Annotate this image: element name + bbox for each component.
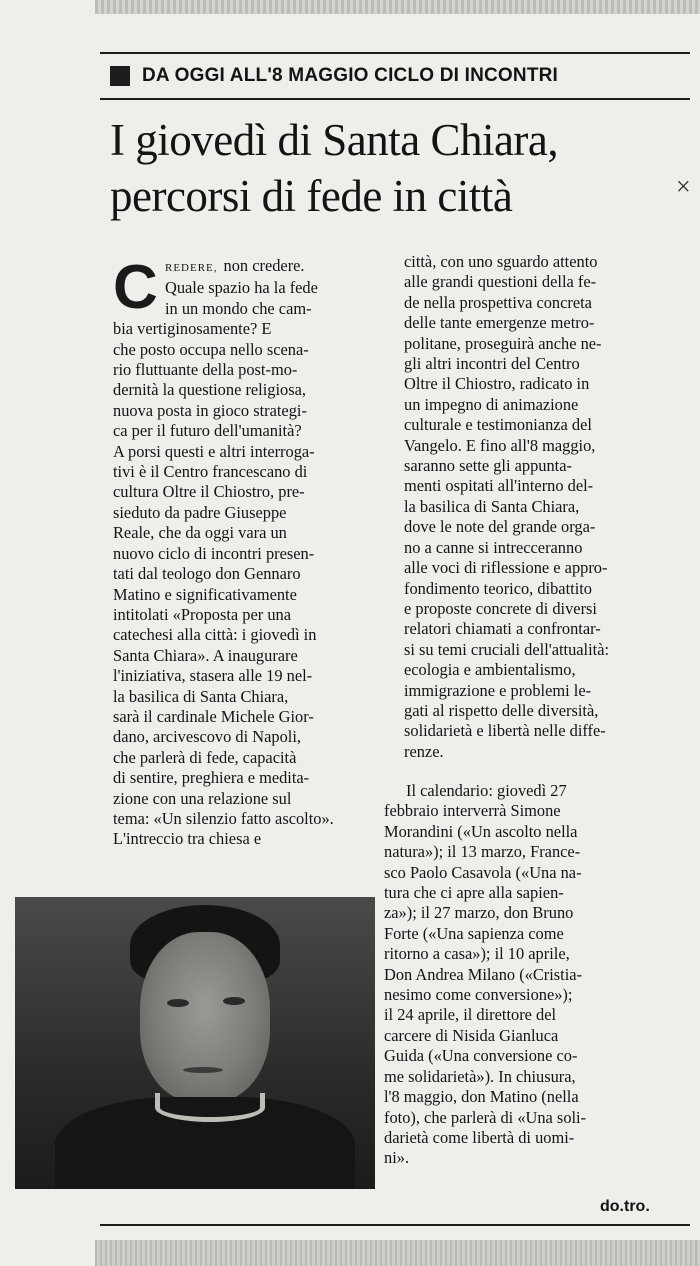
lead-smallcaps: REDERE, (165, 262, 218, 274)
text-line: menti ospitati all'interno del- (404, 476, 594, 496)
text-line: za»); il 27 marzo, don Bruno (384, 903, 574, 923)
text-line: culturale e testimonianza del (404, 415, 592, 435)
text-line: Il calendario: giovedì 27 (406, 781, 567, 800)
text-line: Vangelo. E fino all'8 maggio, (404, 435, 596, 455)
text-line: Quale spazio ha la fede (165, 278, 318, 298)
photo-eye (223, 997, 245, 1005)
text-line: catechesi alla città: i giovedì in (113, 625, 317, 645)
portrait-photo (15, 897, 375, 1189)
text-line: natura»); il 13 marzo, France- (384, 842, 581, 862)
text-line: tema: «Un silenzio fatto ascolto». (113, 808, 334, 828)
text-line: in un mondo che cam- (165, 298, 312, 318)
text-line: tati dal teologo don Gennaro (113, 564, 301, 584)
text-line: ni». (384, 1148, 410, 1168)
text-line: febbraio interverrà Simone (384, 801, 561, 821)
photo-eye (167, 999, 189, 1007)
text-line: relatori chiamati a confrontar- (404, 619, 601, 639)
text-line: la basilica di Santa Chiara, (113, 686, 289, 706)
text-line: alle voci di riflessione e appro- (404, 558, 608, 578)
kicker-square-icon (110, 66, 130, 86)
calendar-column (384, 781, 684, 1169)
text-line: il 24 aprile, il direttore del (384, 1005, 557, 1025)
text-line: si su temi cruciali dell'attualità: (404, 639, 610, 659)
text-line: nuovo ciclo di incontri presen- (113, 543, 315, 563)
text-line: darietà come libertà di uomi- (384, 1127, 575, 1147)
text-line: de nella prospettiva concreta (404, 292, 592, 312)
text-line: nesimo come conversione»); (384, 985, 573, 1005)
text-line: Don Andrea Milano («Cristia- (384, 964, 583, 984)
lead-text: non credere. (223, 256, 305, 275)
text-line: Oltre il Chiostro, radicato in (404, 374, 590, 394)
text-line: gli altri incontri del Centro (404, 354, 580, 374)
text-line: solidarietà e libertà nelle diffe- (404, 721, 606, 741)
text-line: Reale, che da oggi vara un (113, 523, 287, 543)
text-line: ritorno a casa»); il 10 aprile, (384, 944, 570, 964)
top-rule (100, 52, 690, 54)
text-line: nuova posta in gioco strategi- (113, 400, 307, 420)
margin-cross-mark: × (676, 172, 691, 201)
text-line: dano, arcivescovo di Napoli, (113, 727, 301, 747)
text-line: ecologia e ambientalismo, (404, 660, 576, 680)
text-line: sarà il cardinale Michele Gior- (113, 706, 314, 726)
photo-face (140, 932, 270, 1102)
text-line: Santa Chiara». A inaugurare (113, 645, 298, 665)
text-line: foto), che parlerà di «Una soli- (384, 1107, 587, 1127)
text-line: Morandini («Un ascolto nella (384, 821, 578, 841)
right-column (404, 252, 684, 762)
text-line: un impegno di animazione (404, 394, 579, 414)
text-line: la basilica di Santa Chiara, (404, 496, 580, 516)
text-line: A porsi questi e altri interroga- (113, 441, 315, 461)
text-line: gati al rispetto delle diversità, (404, 700, 599, 720)
kicker-rule (100, 98, 690, 100)
text-line: intitolati «Proposta per una (113, 604, 291, 624)
text-line: fondimento teorico, dibattito (404, 578, 592, 598)
text-line: tura che ci apre alla sapien- (384, 883, 564, 903)
text-line: carcere di Nisida Gianluca (384, 1025, 559, 1045)
text-line: dernità la questione religiosa, (113, 380, 306, 400)
text-line: me solidarietà»). In chiusura, (384, 1066, 576, 1086)
text-line: che parlerà di fede, capacità (113, 747, 297, 767)
text-line: tivi è il Centro francescano di (113, 462, 308, 482)
text-line: delle tante emergenze metro- (404, 313, 595, 333)
author-signature: do.tro. (600, 1198, 650, 1215)
drop-cap: C (113, 253, 158, 322)
text-line: di sentire, preghiera e medita- (113, 768, 310, 788)
text-line: politane, proseguirà anche ne- (404, 333, 602, 353)
text-line: alle grandi questioni della fe- (404, 272, 597, 292)
text-line: sieduto da padre Giuseppe (113, 502, 287, 522)
headline-line-2: percorsi di fede in città (110, 171, 513, 221)
kicker (110, 62, 685, 90)
headline-line-1: I giovedì di Santa Chiara, (110, 115, 559, 165)
text-line: Forte («Una sapienza come (384, 923, 564, 943)
text-line: cultura Oltre il Chiostro, pre- (113, 482, 305, 502)
text-line: l'iniziativa, stasera alle 19 nel- (113, 666, 313, 686)
text-line: ca per il futuro dell'umanità? (113, 421, 302, 441)
text-line: rio fluttuante della post-mo- (113, 360, 298, 380)
text-line: che posto occupa nello scena- (113, 339, 309, 359)
text-line: Matino e significativamente (113, 584, 297, 604)
text-line: sco Paolo Casavola («Una na- (384, 862, 582, 882)
text-line: renze. (404, 741, 444, 761)
headline (110, 112, 690, 224)
left-column (113, 253, 381, 850)
text-line: l'8 maggio, don Matino (nella (384, 1087, 579, 1107)
photo-mouth (183, 1067, 223, 1073)
text-line: dove le note del grande orga- (404, 517, 596, 537)
text-line: no a canne si intrecceranno (404, 537, 583, 557)
text-line: immigrazione e problemi le- (404, 680, 592, 700)
bottom-rule (100, 1224, 690, 1226)
text-line: bia vertiginosamente? E (113, 319, 272, 339)
text-line: L'intreccio tra chiesa e (113, 829, 262, 849)
scan-bottom-edge (95, 1240, 700, 1266)
photo-collar (155, 1093, 265, 1122)
text-line: e proposte concrete di diversi (404, 598, 597, 618)
kicker-text: DA OGGI ALL'8 MAGGIO CICLO DI INCONTRI (142, 65, 559, 86)
text-line: Guida («Una conversione co- (384, 1046, 578, 1066)
text-line: città, con uno sguardo attento (404, 252, 598, 271)
scan-top-edge (95, 0, 700, 14)
text-line: zione con una relazione sul (113, 788, 292, 808)
text-line: saranno sette gli appunta- (404, 456, 572, 476)
text-line (113, 256, 381, 278)
